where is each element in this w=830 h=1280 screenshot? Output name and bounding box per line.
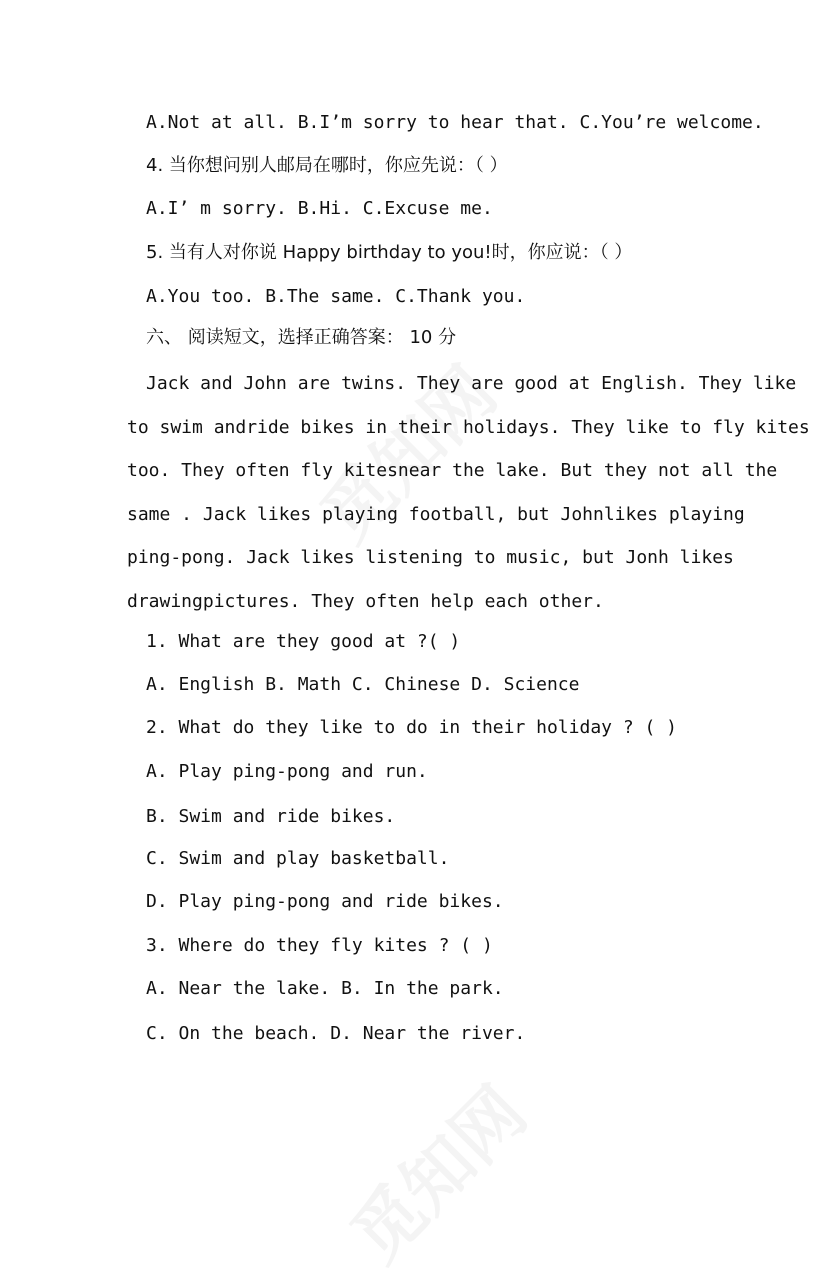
rq2-option-d: D. Play ping-pong and ride bikes. [146, 891, 504, 912]
passage-line-5: ping-pong. Jack likes listening to music, but Jonh likes [127, 547, 734, 568]
q4-question: 4. 当你想问别人邮局在哪时，你应先说：（ ） [146, 155, 508, 176]
rq2-option-b: B. Swim and ride bikes. [146, 806, 396, 827]
rq1-options: A. English B. Math C. Chinese D. Science [146, 674, 580, 695]
rq2-option-a: A. Play ping-pong and run. [146, 761, 428, 782]
q5-question: 5. 当有人对你说 Happy birthday to you!时，你应说：（ ） [146, 242, 633, 263]
passage-line-2: to swim andride bikes in their holidays. They like to fly kites [127, 417, 810, 438]
q5-options: A.You too. B.The same. C.Thank you. [146, 286, 526, 307]
q3-options: A.Not at all. B.I’m sorry to hear that. C.You’re welcome. [146, 112, 764, 133]
q4-options: A.I’ m sorry. B.Hi. C.Excuse me. [146, 198, 493, 219]
rq3-question: 3. Where do they fly kites ? ( ) [146, 935, 493, 956]
rq3-options-ab: A. Near the lake. B. In the park. [146, 978, 504, 999]
section-six-heading: 六、 阅读短文，选择正确答案： 10 分 [146, 327, 457, 348]
watermark-bottom [325, 1061, 545, 1280]
rq3-options-cd: C. On the beach. D. Near the river. [146, 1023, 526, 1044]
rq1-question: 1. What are they good at ?( ) [146, 631, 461, 652]
passage-line-6: drawingpictures. They often help each other. [127, 591, 604, 612]
rq2-question: 2. What do they like to do in their holiday ? ( ) [146, 717, 678, 738]
passage-line-4: same . Jack likes playing football, but Johnlikes playing [127, 504, 745, 525]
rq2-option-c: C. Swim and play basketball. [146, 848, 450, 869]
passage-line-3: too. They often fly kitesnear the lake. But they not all the [127, 460, 778, 481]
passage-line-1: Jack and John are twins. They are good at English. They like [146, 373, 797, 394]
